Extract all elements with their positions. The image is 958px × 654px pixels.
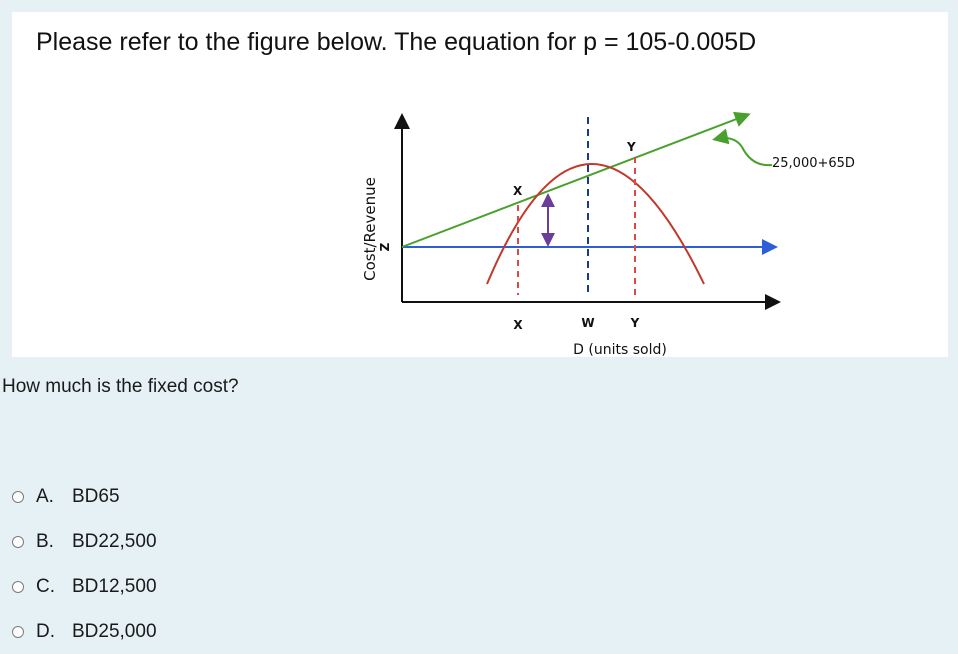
option-d[interactable] [12,609,157,654]
intersection-y-label: Y [627,140,636,154]
intersection-x-label: X [513,184,523,198]
question-prompt: How much is the fixed cost? [2,376,239,397]
answer-options [12,474,157,654]
radio-button-c[interactable] [12,581,24,593]
option-d-text: BD25,000 [72,620,157,642]
option-a-text: BD65 [72,485,120,507]
x-tick-x: X [513,318,523,332]
option-d-letter: D. [36,620,55,642]
radio-button-b[interactable] [12,536,24,548]
option-b-letter: B. [36,530,54,552]
option-a[interactable] [12,474,157,519]
annotation-pointer [716,138,772,165]
question-panel [12,12,948,357]
option-c-text: BD12,500 [72,575,157,597]
option-c-letter: C. [36,575,55,597]
question-title: Please refer to the figure below. The equation for p = 105-0.005D [36,28,757,56]
x-tick-w: W [581,316,595,330]
breakeven-diagram [342,97,855,362]
option-c[interactable] [12,564,157,609]
y-axis-label: Cost/Revenue [361,177,379,281]
fixed-cost-label: Z [378,242,392,252]
option-a-letter: A. [36,485,54,507]
total-cost-line [402,115,747,247]
radio-button-a[interactable] [12,491,24,503]
option-b-text: BD22,500 [72,530,157,552]
cost-annotation: 25,000+65D [772,156,855,171]
x-tick-y: Y [630,316,640,330]
cost-revenue-figure [342,97,855,367]
radio-button-d[interactable] [12,626,24,638]
revenue-curve [487,164,704,284]
x-axis-label: D (units sold) [573,342,667,358]
option-b[interactable] [12,519,157,564]
